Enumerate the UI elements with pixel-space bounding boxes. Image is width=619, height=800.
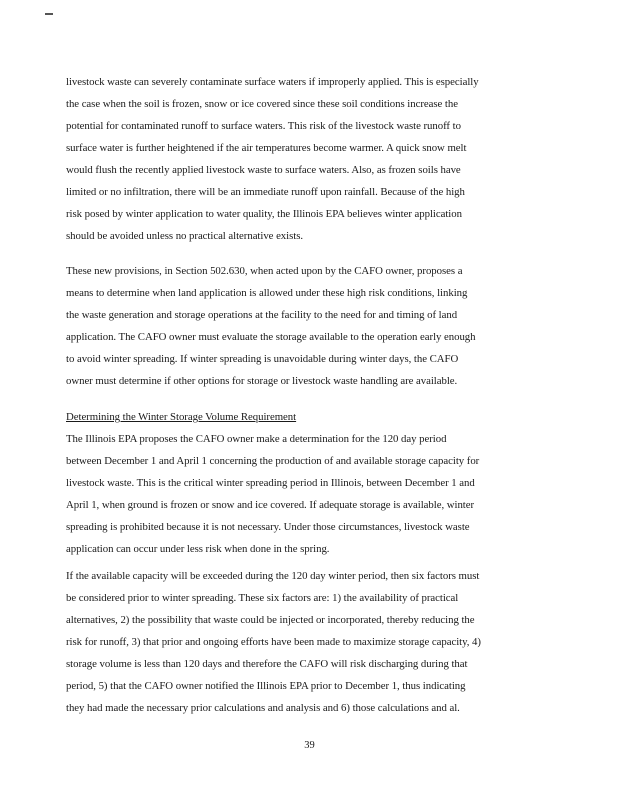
text-line: livestock waste can severely contaminate surface waters if improperly applied. This is especially: [66, 76, 479, 88]
text-line: alternatives, 2) the possibility that waste could be injected or incorporated, thereby reducing the: [66, 614, 475, 626]
text-line: be considered prior to winter spreading. These six factors are: 1) the availability of practical: [66, 592, 459, 604]
text-line: between December 1 and April 1 concerning the production of and available storage capacity for: [66, 455, 480, 467]
paragraph-new-provisions: [66, 260, 546, 392]
text-line: should be avoided unless no practical alternative exists.: [66, 230, 304, 242]
paragraph-six-factors: [66, 565, 546, 719]
page-number: 39: [304, 740, 315, 751]
text-line: application. The CAFO owner must evaluate the storage available to the operation early enough: [66, 331, 476, 343]
text-line: would flush the recently applied livestock waste to surface waters. Also, as frozen soils have: [66, 164, 461, 176]
section-winter-storage: [66, 406, 546, 560]
text-line: limited or no infiltration, there will be an immediate runoff upon rainfall. Because of the high: [66, 186, 465, 198]
scan-mark: [45, 13, 53, 15]
text-line: to avoid winter spreading. If winter spreading is unavoidable during winter days, the CAFO: [66, 353, 459, 365]
text-line: risk for runoff, 3) that prior and ongoing efforts have been made to maximize storage capacity, 4): [66, 636, 481, 648]
text-line: the case when the soil is frozen, snow or ice covered since these soil conditions increase the: [66, 98, 458, 110]
text-line: storage volume is less than 120 days and therefore the CAFO will risk discharging during that: [66, 658, 468, 670]
text-line: owner must determine if other options for storage or livestock waste handling are available.: [66, 375, 458, 387]
text-line: April 1, when ground is frozen or snow and ice covered. If adequate storage is available, winter: [66, 499, 475, 511]
text-line: they had made the necessary prior calculations and analysis and 6) those calculations and al.: [66, 702, 460, 714]
text-line: The Illinois EPA proposes the CAFO owner make a determination for the 120 day period: [66, 433, 447, 445]
text-line: surface water is further heightened if the air temperatures become warmer. A quick snow melt: [66, 142, 467, 154]
text-line: livestock waste. This is the critical winter spreading period in Illinois, between December 1 and: [66, 477, 475, 489]
text-line: the waste generation and storage operations at the facility to the need for and timing of land: [66, 309, 458, 321]
text-line: period, 5) that the CAFO owner notified the Illinois EPA prior to December 1, thus indicating: [66, 680, 466, 692]
text-line: means to determine when land application is allowed under these high risk conditions, linking: [66, 287, 468, 299]
paragraph-winter-risk: [66, 71, 546, 247]
text-line: application can occur under less risk when done in the spring.: [66, 543, 330, 555]
text-line: potential for contaminated runoff to surface waters. This risk of the livestock waste runoff to: [66, 120, 461, 132]
text-line: If the available capacity will be exceeded during the 120 day winter period, then six factors must: [66, 570, 480, 582]
text-line: spreading is prohibited because it is not necessary. Under those circumstances, livestock waste: [66, 521, 470, 533]
text-line: risk posed by winter application to water quality, the Illinois EPA believes winter application: [66, 208, 462, 220]
text-line: These new provisions, in Section 502.630, when acted upon by the CAFO owner, proposes a: [66, 265, 463, 277]
section-heading: Determining the Winter Storage Volume Requirement: [66, 411, 297, 423]
